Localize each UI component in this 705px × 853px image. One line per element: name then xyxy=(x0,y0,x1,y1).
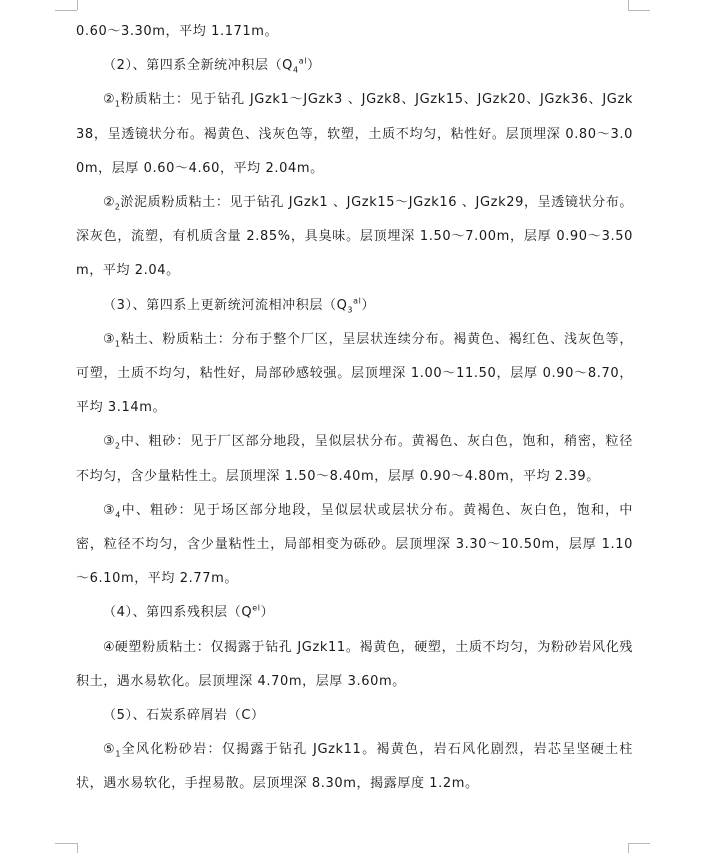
heading-suffix: ） xyxy=(307,58,321,74)
crop-mark-top-right-h xyxy=(628,10,650,11)
paragraph-layer-2-2 xyxy=(76,186,633,289)
crop-mark-top-right xyxy=(628,0,629,10)
layer-marker: ② xyxy=(103,92,115,108)
layer-marker-subscript: 4 xyxy=(115,510,121,520)
crop-mark-bottom-right xyxy=(628,843,650,844)
paragraph-text: 淤泥质粉质粘土：见于钻孔 JGzk1 、JGzk15～JGzk16 、JGzk29，呈透镜状分布。深灰色，流塑，有机质含量 2.85%，具臭味。层顶埋深 1.50～7.00m，层厚 0.90～3.50m，平均 2.04。 xyxy=(76,195,633,279)
document-body xyxy=(76,15,633,802)
heading-suffix: ） xyxy=(361,297,376,313)
layer-marker-subscript: 1 xyxy=(114,339,121,349)
crop-mark-bottom-right-v xyxy=(628,843,629,853)
heading-prefix: （5）、石炭系碎屑岩（C） xyxy=(103,708,265,724)
heading-superscript: al xyxy=(353,296,362,306)
paragraph-layer-3-2 xyxy=(76,425,633,493)
paragraph-text: 硬塑粉质粘土：仅揭露于钻孔 JGzk11。褐黄色，硬塑，土质不均匀，为粉砂岩风化残积土，遇水易软化。层顶埋深 4.70m，层厚 3.60m。 xyxy=(76,639,633,689)
heading-prefix: （4）、第四系残积层（Q xyxy=(103,605,253,621)
paragraph-text: 中、粗砂：见于厂区部分地段，呈似层状分布。黄褐色、灰白色，饱和，稍密，粒径不均匀，含少量粘性土。层顶埋深 1.50～8.40m，层厚 0.90～4.80m，平均 2.39。 xyxy=(76,434,633,484)
heading-subscript: 3 xyxy=(347,305,354,315)
crop-mark-top-left xyxy=(55,0,78,10)
paragraph-continuation xyxy=(76,15,633,49)
paragraph-layer-3-1 xyxy=(76,323,633,426)
paragraph-layer-2-1 xyxy=(76,83,633,186)
paragraph-layer-3-4 xyxy=(76,494,633,597)
crop-mark-bottom-left-v xyxy=(77,843,78,853)
crop-mark-top-left-h xyxy=(55,10,77,11)
section-heading-residual xyxy=(76,596,633,630)
layer-marker-subscript: 1 xyxy=(115,749,122,759)
layer-marker-subscript: 1 xyxy=(114,100,121,109)
layer-marker: ④ xyxy=(103,639,115,655)
layer-marker-subscript: 2 xyxy=(114,202,121,212)
layer-marker: ⑤ xyxy=(103,742,116,758)
paragraph-text: 0.60～3.30m，平均 1.171m。 xyxy=(76,24,279,39)
heading-prefix: （2）、第四系全新统冲积层（Q xyxy=(103,58,294,74)
heading-superscript: el xyxy=(252,604,261,614)
heading-suffix: ） xyxy=(260,605,275,621)
heading-superscript: al xyxy=(298,56,308,66)
paragraph-text: 粘土、粉质粘土：分布于整个厂区，呈层状连续分布。褐黄色、褐红色、浅灰色等，可塑，土质不均匀，粘性好，局部砂感较强。层顶埋深 1.00～11.50，层厚 0.90～8.70，平均 3.14m。 xyxy=(76,331,633,416)
paragraph-text: 全风化粉砂岩：仅揭露于钻孔 JGzk11。褐黄色，岩石风化剧烈，岩芯呈坚硬土柱状，遇水易软化，手捏易散。层顶埋深 8.30m，揭露厚度 1.2m。 xyxy=(76,742,633,792)
layer-marker-subscript: 2 xyxy=(114,442,121,452)
paragraph-text: 中、粗砂：见于场区部分地段，呈似层状或层状分布。黄褐色、灰白色，饱和，中密，粒径不均匀，含少量粘性土，局部相变为砾砂。层顶埋深 3.30～10.50m，层厚 1.10～6.10m，平均 2.77m。 xyxy=(76,502,633,587)
layer-marker: ③ xyxy=(103,434,115,450)
section-heading-pleistocene xyxy=(76,289,633,323)
layer-marker: ③ xyxy=(103,502,116,518)
heading-prefix: （3）、第四系上更新统河流相冲积层（Q xyxy=(103,297,348,313)
heading-subscript: 4 xyxy=(293,65,299,75)
paragraph-text: 粉质粘土：见于钻孔 JGzk1～JGzk3 、JGzk8、JGzk15、JGzk20、JGzk36、JGzk38，呈透镜状分布。褐黄色、浅灰色等，软塑，土质不均匀，粘性好。层顶埋深 0.80～3.00m，层厚 0.60～4.60，平均 2.04m。 xyxy=(76,92,634,176)
section-heading-carboniferous xyxy=(76,699,633,733)
paragraph-layer-5-1 xyxy=(76,733,633,801)
layer-marker: ② xyxy=(103,195,115,211)
crop-mark-bottom-left xyxy=(55,843,77,844)
layer-marker: ③ xyxy=(103,331,115,347)
paragraph-layer-4 xyxy=(76,631,633,699)
section-heading-holocene xyxy=(76,49,633,83)
